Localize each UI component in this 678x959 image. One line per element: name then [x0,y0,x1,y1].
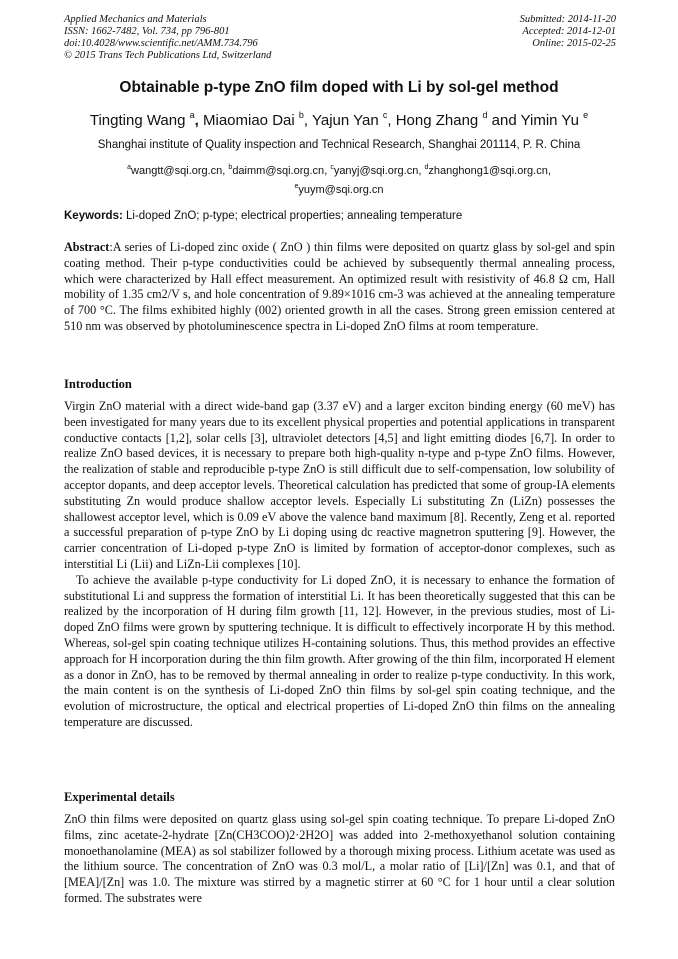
experimental-body [64,812,615,907]
author-emails [80,160,598,198]
email-item: $^a$wangtt@sqi.org.cn, [127,164,229,177]
online-date: Online: 2015-02-25 [532,38,616,49]
author-list [0,110,678,129]
journal-name: Applied Mechanics and Materials [64,14,207,25]
email-item: $^c$yanyj@sqi.org.cn, [330,164,425,177]
author: Hong Zhang $^d$ and [395,110,517,129]
journal-copyright: © 2015 Trans Tech Publications Ltd, Switzerland [64,50,272,61]
paragraph: To achieve the available p-type conductivity for Li doped ZnO, it is necessary to enhance the formation of substitutional Li and suppress the formation of interstitial Li. It has been theoretically suggested that this can be realized by the incorporation of H during film growth [11, 12]. However, in the previous studies, most of Li-doped ZnO films were grown by sputtering technique. It is difficult to effectively incorporate H by this method. Whereas, sol-gel spin coating technique utilizes H-containing solutions. Thus, this method provides an effective approach for H incorporation during the thin film growth. After growing of the thin film, incorporated H element as a donor in ZnO, has to be removed by thermal annealing in order to realize p-type conductivity. In this work, the main content is on the synthesis of Li-doped ZnO thin films by sol-gel spin coating technique, and the evolution of microstructure, the optical and electrical properties of Li-doped ZnO thin films on the annealing temperature are discussed. [64,572,615,729]
email-item: $^e$yuym@sqi.org.cn [294,183,384,196]
abstract-text: :A series of Li-doped zinc oxide ( ZnO ) thin films were deposited on quartz glass by sol-gel and spin coating method. Their p-type conductivities could be achieved by subsequently thermal annealing process, which were characterized by Hall effect measurement. An optimized result with resistivity of 46.8 Ω cm, Hall mobility of 1.35 cm2/V s, and hole concentration of 9.89×1016 cm-3 was achieved at the annealing temperature of 700 °C. The films exhibited highly (002) oriented growth in all the cases. Strong green emission centered at 510 nm was observed by photoluminescence spectra in Li-doped ZnO films at room temperature. [64,240,615,333]
affiliation: Shanghai institute of Quality inspection and Technical Research, Shanghai 201114, P. R. China [97,139,581,151]
paragraph: Virgin ZnO material with a direct wide-band gap (3.37 eV) and a larger exciton binding energy (60 meV) has been investigated for many years due to its excellent physical properties and potential applications in transparent conductive contacts [1,2], solar cells [3], ultraviolet detectors [4,5] and light emitting diodes [6,7]. In order to realize ZnO based devices, it is necessary to prepare both high-quality n-type and p-type ZnO films. However, the realization of stable and reproducible p-type ZnO is still difficult due to self-compensation, low solubility of acceptor dopants, and deep acceptor levels. Theoretical calculation has predicted that some of group-IA elements substituting Zn would produce shallow acceptor levels. Especially Li substituting Zn (LiZn) possesses the shallowest acceptor level, which is 0.09 eV above the valence band maximum [8]. Recently, Zeng et al. reported a successful preparation of p-type ZnO by Li doping using dc reactive magnetron sputtering [9]. However, the carrier concentration of Li-doped p-type ZnO is limited by formation of acceptor-donor complexes, such as interstitial Li (Lii) and LiZn-Lii complexes [10]. [64,399,615,571]
journal-issn: ISSN: 1662-7482, Vol. 734, pp 796-801 [64,26,230,37]
author: Miaomiao Dai $^b$, [203,110,309,129]
paper-title: Obtainable p-type ZnO film doped with Li by sol-gel method [119,79,559,96]
author: Yimin Yu $^e$ [520,110,589,129]
dates-header [520,14,616,50]
submitted-date: Submitted: 2014-11-20 [519,14,616,25]
keywords-text: Li-doped ZnO; p-type; electrical properties; annealing temperature [122,210,463,222]
keywords-label: Keywords: [64,210,123,222]
accepted-date: Accepted: 2014-12-01 [522,26,616,37]
experimental-heading: Experimental details [64,790,175,804]
email-item: $^b$daimm@sqi.org.cn, [228,164,331,177]
author: Tingting Wang $^a$, [89,110,199,129]
journal-doi: doi:10.4028/www.scientific.net/AMM.734.796 [64,38,258,49]
author: Yajun Yan $^c$, [311,110,392,129]
introduction-heading: Introduction [64,377,132,391]
paragraph: ZnO thin films were deposited on quartz glass using sol-gel spin coating technique. To prepare Li-doped ZnO films, zinc acetate-2-hydrate [Zn(CH3COO)2·2H2O] was added into 2-methoxyethanol solution containing monoethanolamine (MEA) as sol stabilizer followed by a thorough mixing process. Lithium acetate was used as the lithium source. The concentration of ZnO was 0.3 mol/L, a molar ratio of [Li]/[Zn] was 0.1, and that of [MEA]/[Zn] was 1.0. The mixture was stirred by a magnetic stirrer at 60 °C for 1 hour until a clear solution formed. The substrates were [64,812,615,905]
email-item: $^d$zhanghong1@sqi.org.cn, [424,164,551,177]
introduction-body [64,399,615,731]
abstract [64,240,615,335]
journal-header [64,14,271,62]
keywords [64,210,462,222]
abstract-label: Abstract [64,240,110,254]
